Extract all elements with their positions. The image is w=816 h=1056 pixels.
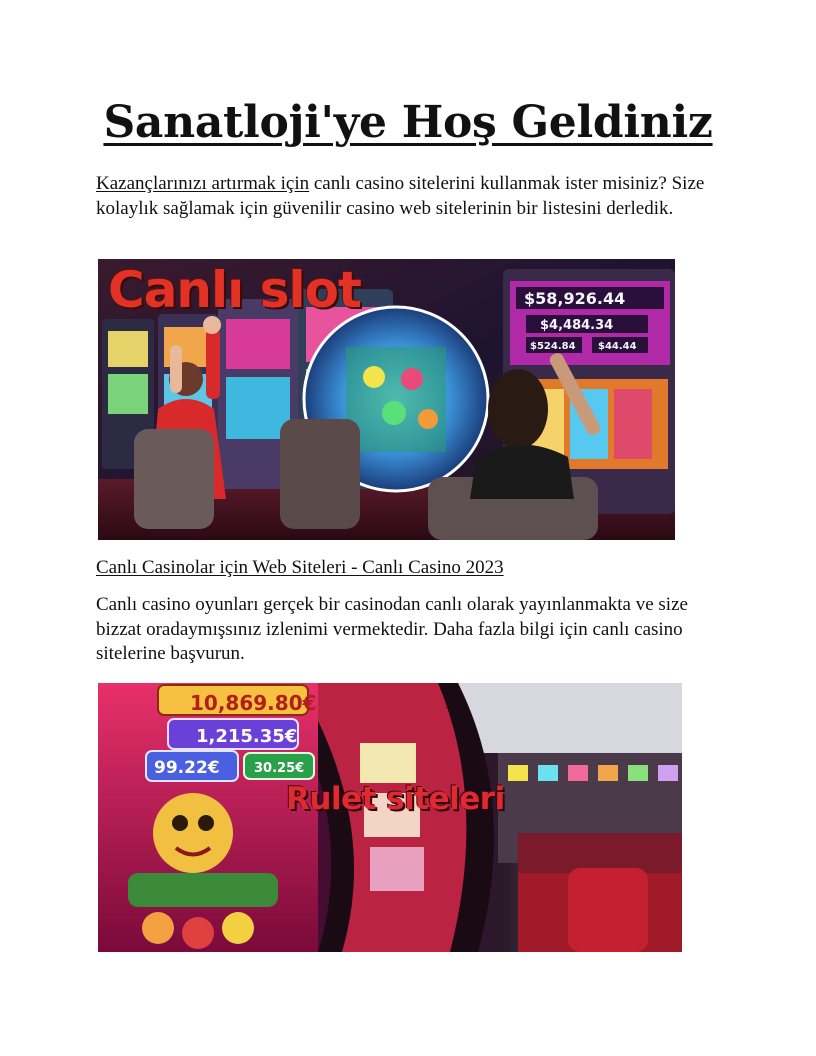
body-paragraph: Canlı casino oyunları gerçek bir casinodan canlı olarak yayınlanmakta ve size bizzat oradaymışsınız izlenimi vermektedir. Daha fazla bilgi için canlı casino sitelerine başvurun. xyxy=(96,594,688,664)
roulette-slot-photo xyxy=(98,683,682,952)
intro-text: canlı casino sitelerini kullanmak ister misiniz? Size kolaylık sağlamak için güvenilir casino web sitelerinin bir listesini derledik. xyxy=(96,173,705,219)
intro-paragraph xyxy=(96,172,722,221)
section-heading-link[interactable]: Canlı Casinolar için Web Siteleri - Canlı Casino 2023 xyxy=(96,557,504,578)
rulet-siteleri-overlay-text: Rulet siteleri xyxy=(286,781,505,817)
live-slot-illustration xyxy=(98,259,675,540)
page-title: Sanatloji'ye Hoş Geldiniz xyxy=(103,97,713,148)
live-slot-photo xyxy=(98,259,675,540)
jackpot-mini-amount: 30.25€ xyxy=(254,761,305,776)
jackpot-major-amount: 1,215.35€ xyxy=(196,726,298,747)
slot-screen-amount-top: $58,926.44 xyxy=(524,289,626,308)
jackpot-maxi-amount: 10,869.80€ xyxy=(190,691,317,715)
jackpot-minor-amount: 99.22€ xyxy=(154,758,220,778)
slot-screen-amount-mid: $4,484.34 xyxy=(540,318,614,333)
canli-slot-overlay-text: Canlı slot xyxy=(108,261,361,319)
slot-screen-amount-small-right: $44.44 xyxy=(598,341,637,352)
slot-screen-amount-small-left: $524.84 xyxy=(530,341,576,352)
intro-link[interactable]: Kazançlarınızı artırmak için xyxy=(96,173,310,194)
roulette-illustration xyxy=(98,683,682,952)
